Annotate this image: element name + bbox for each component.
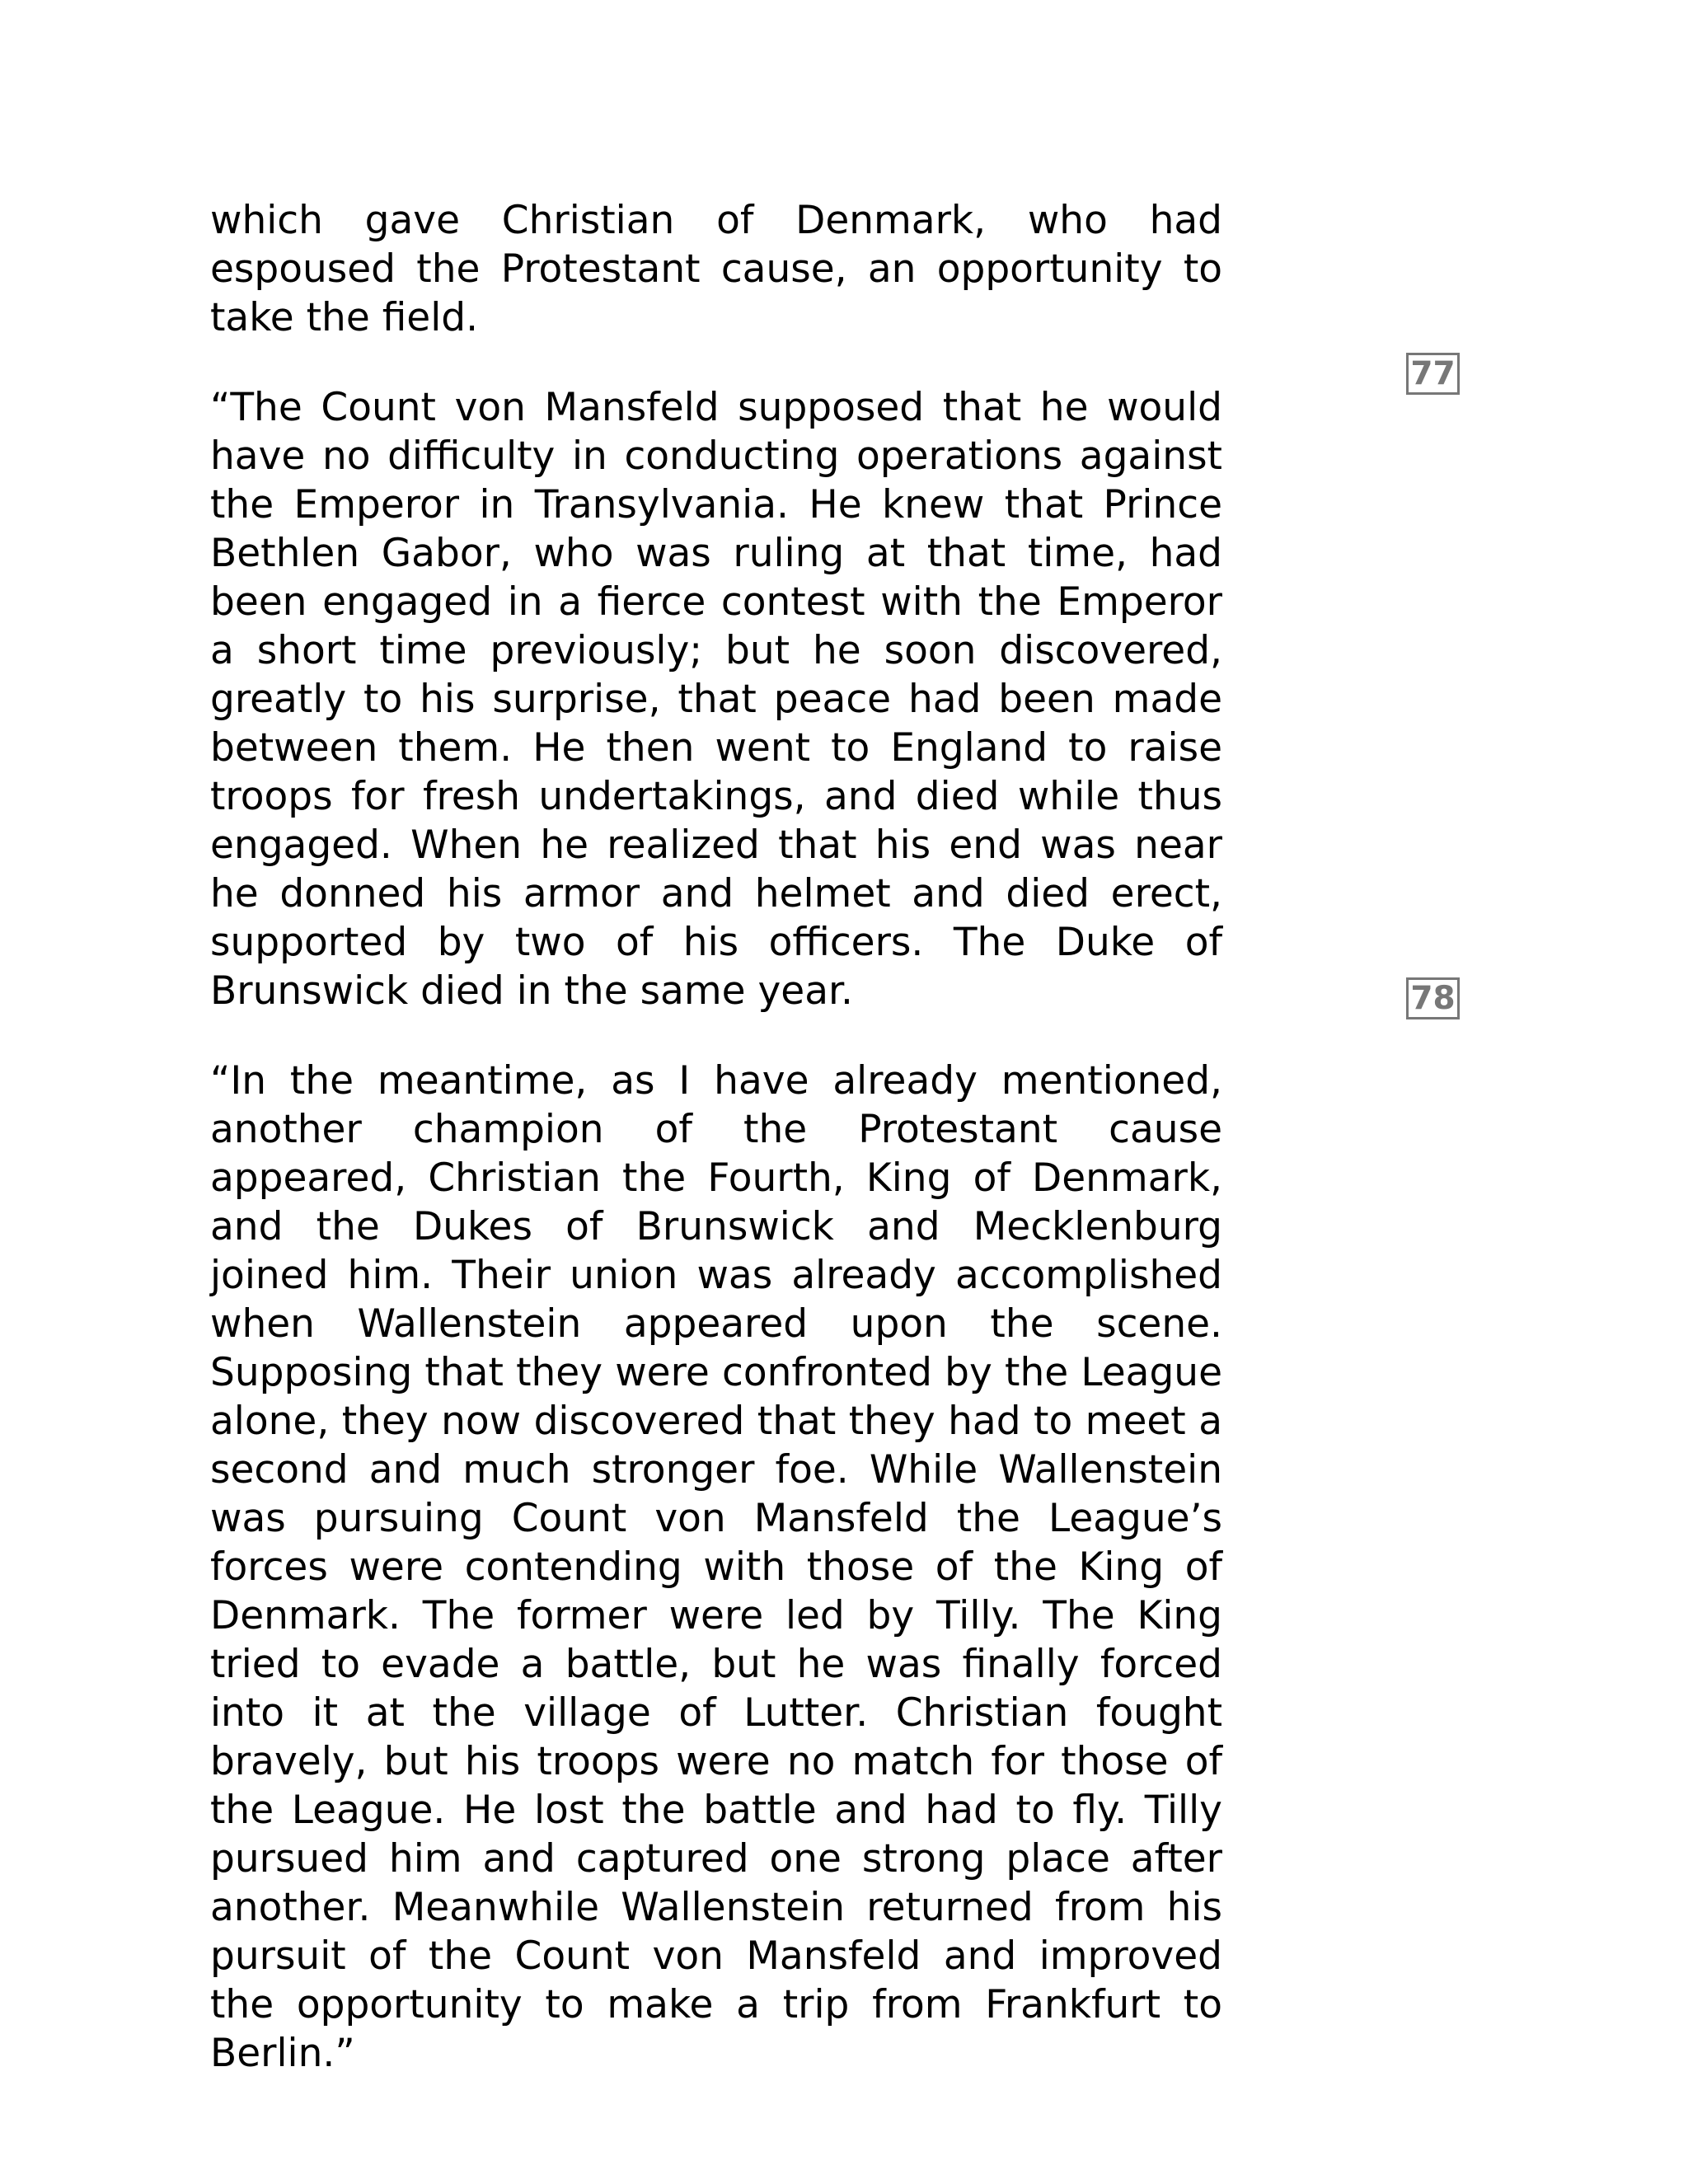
paragraph-3: “In the meantime, as I have already mentioned, another champion of the Protestant cause appeared, Christian the Fourth, King of Denmark, and the Dukes of Brunswick and Mecklenburg joined him. Their union was already accomplished when Wallenstein appeared upon the scene. Supposing that they were confronted by the League alone, they now discovered that they had to meet a second and much stronger foe. While Wallenstein was pursuing Count von Mansfeld the League’s forces were contending with those of the King of Denmark. The former were led by Tilly. The King tried to evade a battle, but he was finally forced into it at the village of Lutter. Christian fought bravely, but his troops were no match for those of the League. He lost the battle and had to fly. Tilly pursued him and captured one strong place after another. Meanwhile Wallenstein returned from his pursuit of the Count von Mansfeld and improved the opportunity to make a trip from Frankfurt to Berlin.”: [210, 1058, 1222, 2076]
body-text: [210, 196, 1222, 2078]
page-marker-78: 78: [1406, 977, 1460, 1019]
paragraph-2: “The Count von Mansfeld supposed that he would have no difficulty in conducting operations against the Emperor in Transylvania. He knew that Prince Bethlen Gabor, who was ruling at that time, had been engaged in a fierce contest with the Emperor a short time previously; but he soon discovered, greatly to his surprise, that peace had been made between them. He then went to England to raise troops for fresh undertakings, and died while thus engaged. When he realized that his end was near he donned his armor and helmet and died erect, supported by two of his officers. The Duke of Brunswick died in the same year.: [210, 385, 1222, 1014]
paragraph-1: which gave Christian of Denmark, who had espoused the Protestant cause, an opportunity to take the field.: [210, 198, 1222, 340]
page-marker-77: 77: [1406, 353, 1460, 395]
